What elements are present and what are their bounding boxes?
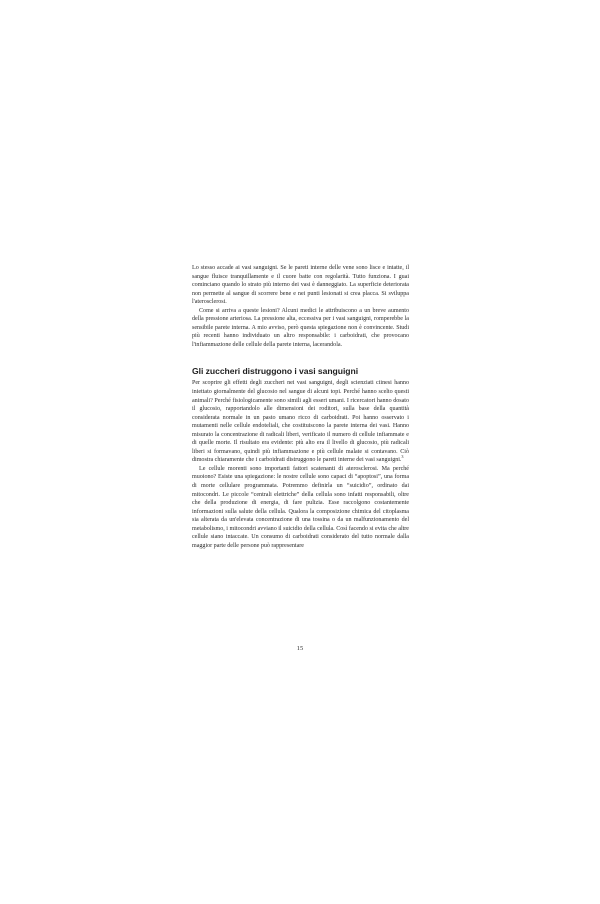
body-paragraph: Le cellule morenti sono importanti fattori scatenanti di aterosclerosi. Ma perché muoiono? Esiste una spiegazione: le nostre cellule sono capaci di “apoptosi”, una forma di morte cellulare programmata. Potremmo definirla un “suicidio”, ordinato dai mitocondri. Le piccole “centrali elettriche” della cellula sono infatti responsabili, oltre che della produzione di energia, di fare pulizia. Esse raccolgono costantemente informazioni sulla salute della cellula. Qualora la composizione chimica del citoplasma sia alterata da un'elevata concentrazione di una tossina o da un malfunzionamento del metabolismo, i mitocondri avviano il suicidio della cellula. Così facendo si evita che altre cellule siano intaccate. Un consumo di carboidrati considerato del tutto normale dalla maggior parte delle persone può rappresentare	[192, 465, 409, 549]
body-paragraph	[192, 379, 409, 464]
page-number: 15	[296, 645, 304, 652]
body-paragraph: Lo stesso accade ai vasi sanguigni. Se le pareti interne delle vene sono lisce e intatte, il sangue fluisce tranquillamente e il cuore batte con regolarità. Tutto funziona. I guai cominciano quando lo strato più interno dei vasi è danneggiato. La superficie deteriorata non permette al sangue di scorrere bene e nei punti lesionati si crea placca. Si sviluppa l'aterosclerosi.	[192, 265, 409, 306]
footnote-reference: 3	[401, 454, 404, 460]
paragraph-text: Per scoprire gli effetti degli zuccheri nei vasi sanguigni, degli scienziati ciinesi hanno iniettato giornalmente del glucosio nel sangue di alcuni topi. Perché hanno scelto questi animali? Perché fisiologicamente sono simili agli esseri umani. I ricercatori hanno dosato il glucosio, rapportandolo alle dimensioni dei roditori, sulla base della quantità considerata normale in un pasto umano ricco di carboidrati. Poi hanno osservato i mutamenti nelle cellule endoteliali, che costituiscono la parete interna dei vasi. Hanno misurato la concentrazione di radicali liberi, verificato il numero di cellule infiammate e di quelle morte. Il risultato era evidente: più alto era il livello di glucosio, più radicali liberi si formavano, quindi più infiammazione e più cellule malate si contavano. Ciò dimostra chiaramente che i carboidrati distruggono le pareti interne dei vasi sanguigni.	[192, 380, 409, 464]
body-paragraph: Come si arriva a queste lesioni? Alcuni medici le attribuiscono a un breve aumento della pressione arteriosa. La pressione alta, eccessiva per i vasi sanguigni, romperebbe la sensibile parete interna. A mio avviso, però questa spiegazione non è convincente. Studi più recenti hanno individuato un altro responsabile: i carboidrati, che provocano l'infiammazione delle cellule della parete interna, lacerandola.	[192, 307, 409, 348]
page-body	[192, 264, 409, 550]
section-heading: Gli zuccheri distruggono i vasi sanguigni	[192, 366, 359, 377]
